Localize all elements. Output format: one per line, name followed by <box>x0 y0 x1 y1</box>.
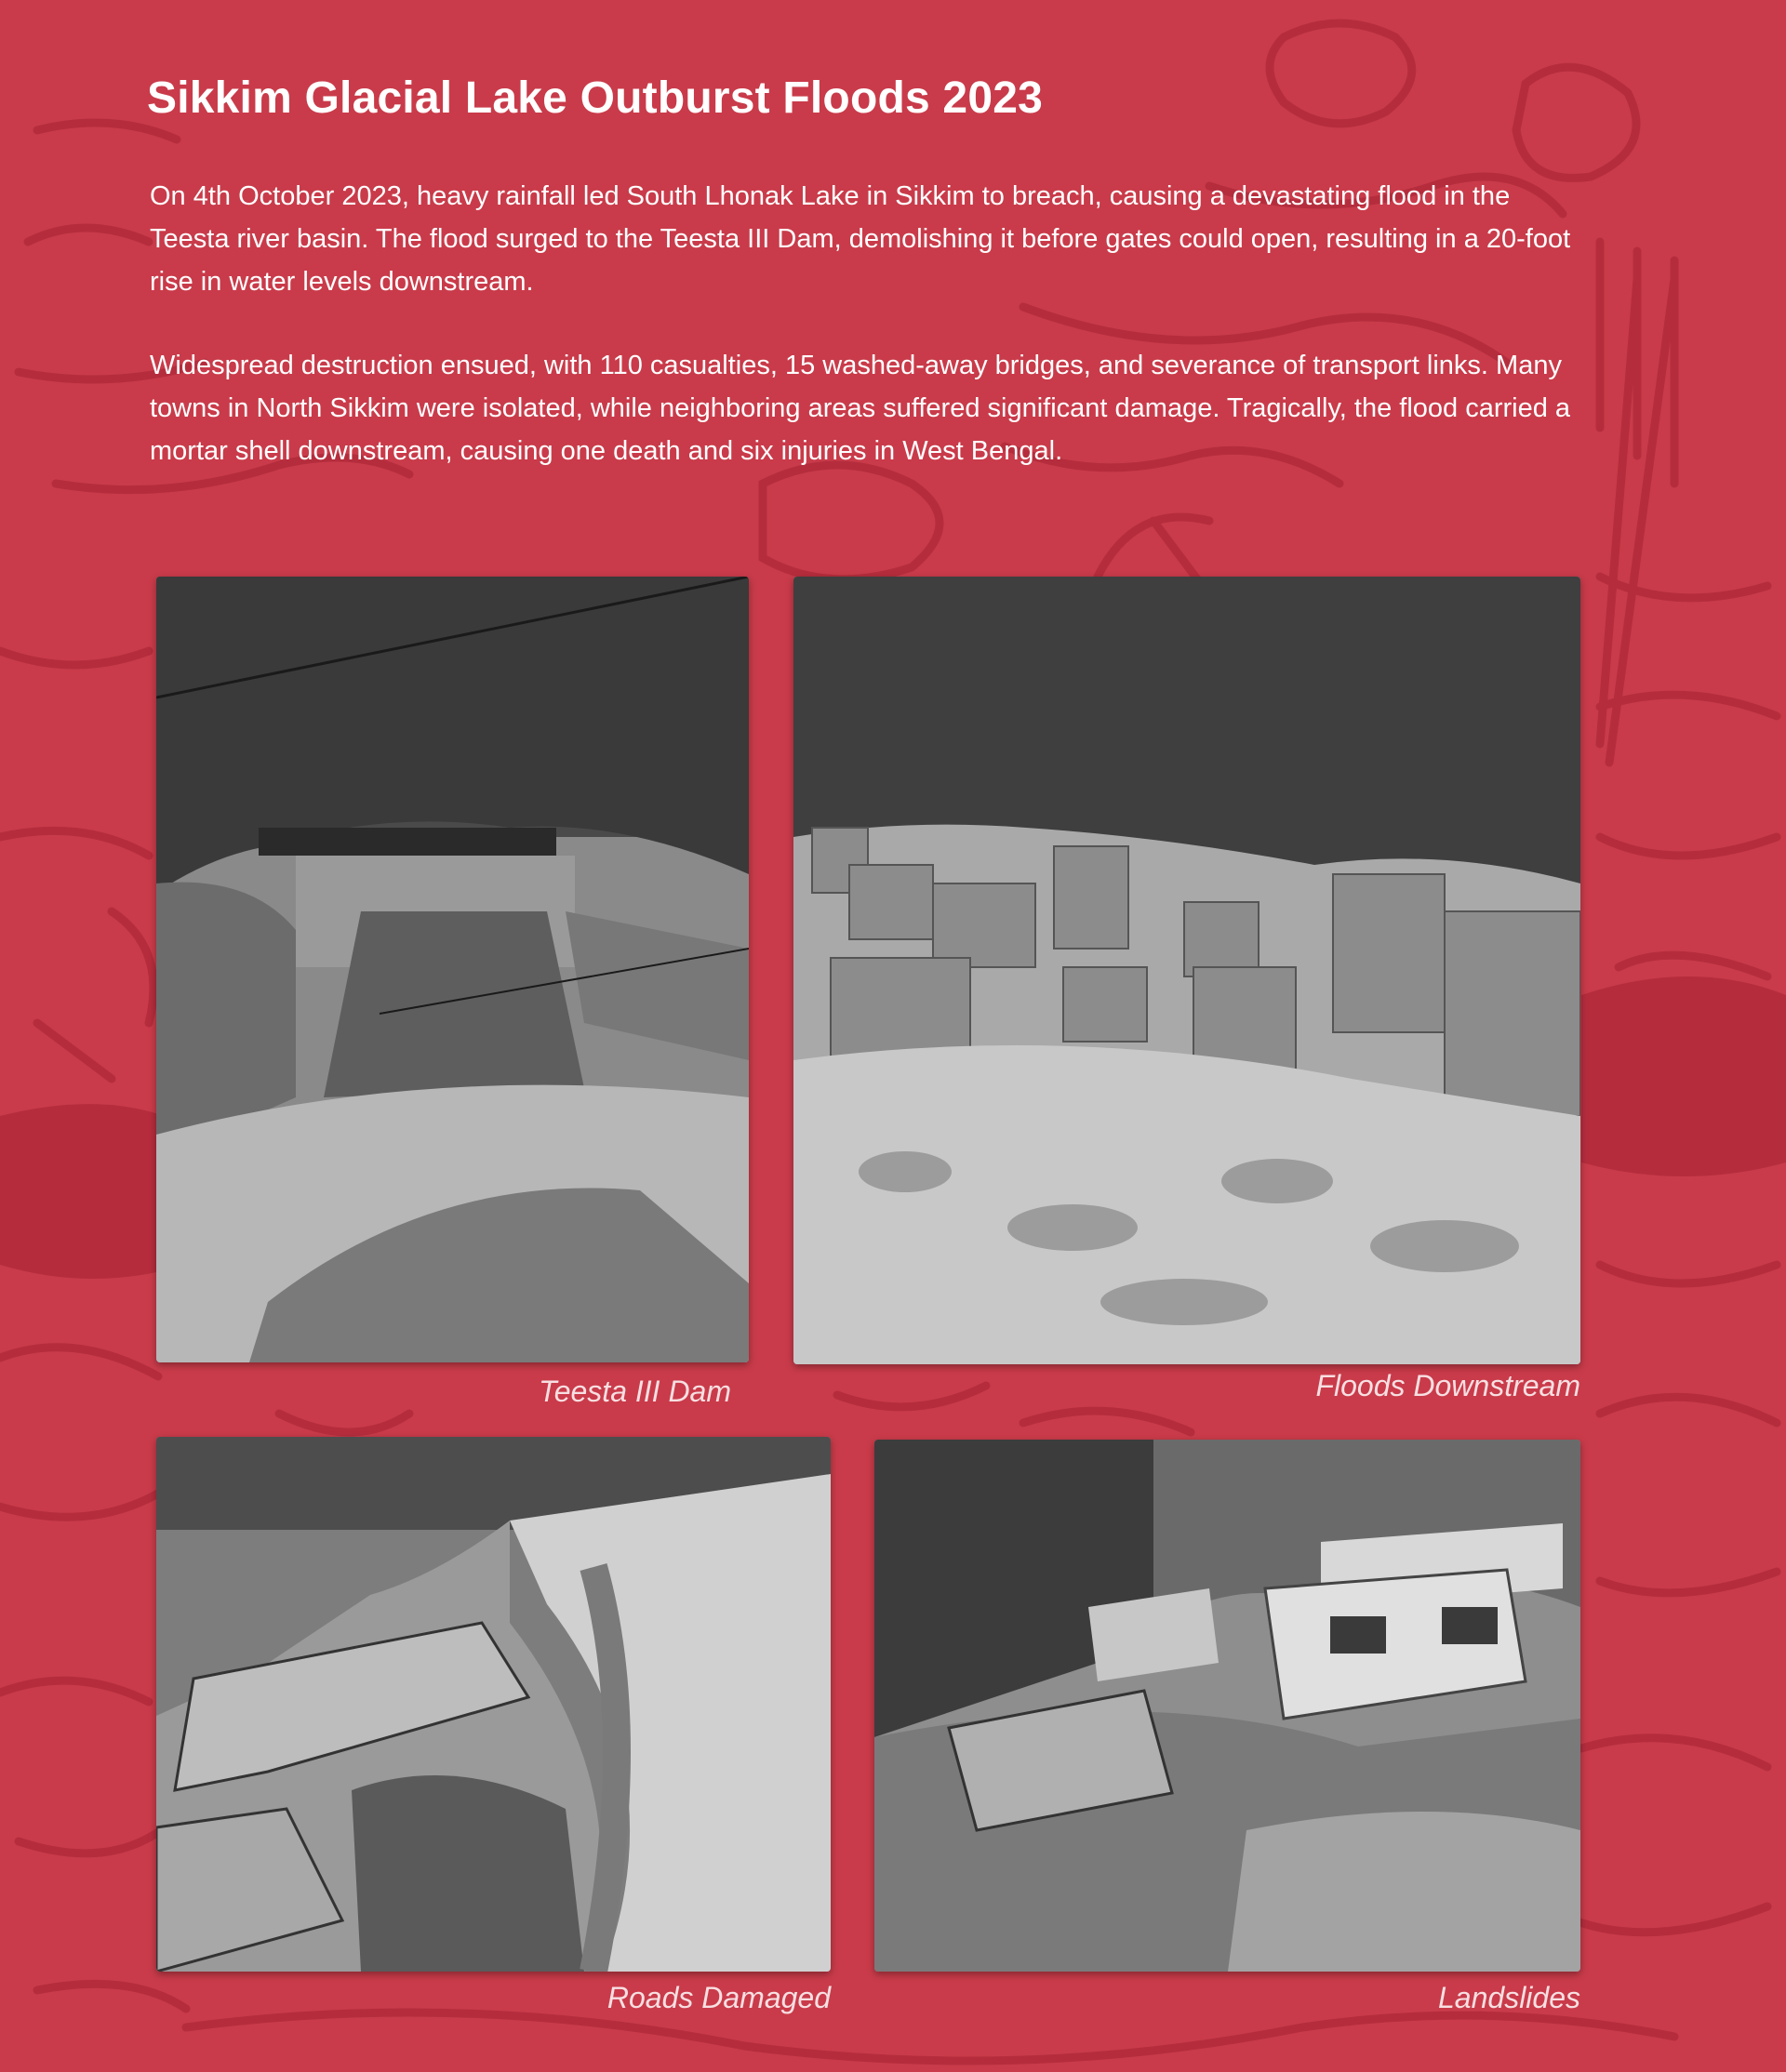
landslides-caption: Landslides <box>1438 1981 1580 2014</box>
landslides-photo <box>874 1440 1580 1972</box>
roads-caption: Roads Damaged <box>606 1981 831 2014</box>
intro-paragraph: On 4th October 2023, heavy rainfall led South Lhonak Lake in Sikkim to breach, causing a devastating flood in the Teesta river basin. The flood surged to the Teesta III Dam, demolishing it before gates could open, resulting in a 20-foot rise in water levels downstream. <box>150 181 1571 297</box>
floods-photo <box>793 577 1580 1364</box>
page-title: Sikkim Glacial Lake Outburst Floods 2023 <box>147 73 1044 123</box>
dam-caption: Teesta III Dam <box>539 1375 731 1408</box>
impact-paragraph: Widespread destruction ensued, with 110 casualties, 15 washed-away bridges, and severance of transport links. Many towns in North Sikkim were isolated, while neighboring areas suffered significant damage. Tragically, the flood carried a mortar shell downstream, causing one death and six injuries in West Bengal. <box>150 351 1571 466</box>
roads-photo <box>156 1437 831 1972</box>
dam-photo <box>156 577 749 1362</box>
floods-caption: Floods Downstream <box>1315 1369 1580 1402</box>
